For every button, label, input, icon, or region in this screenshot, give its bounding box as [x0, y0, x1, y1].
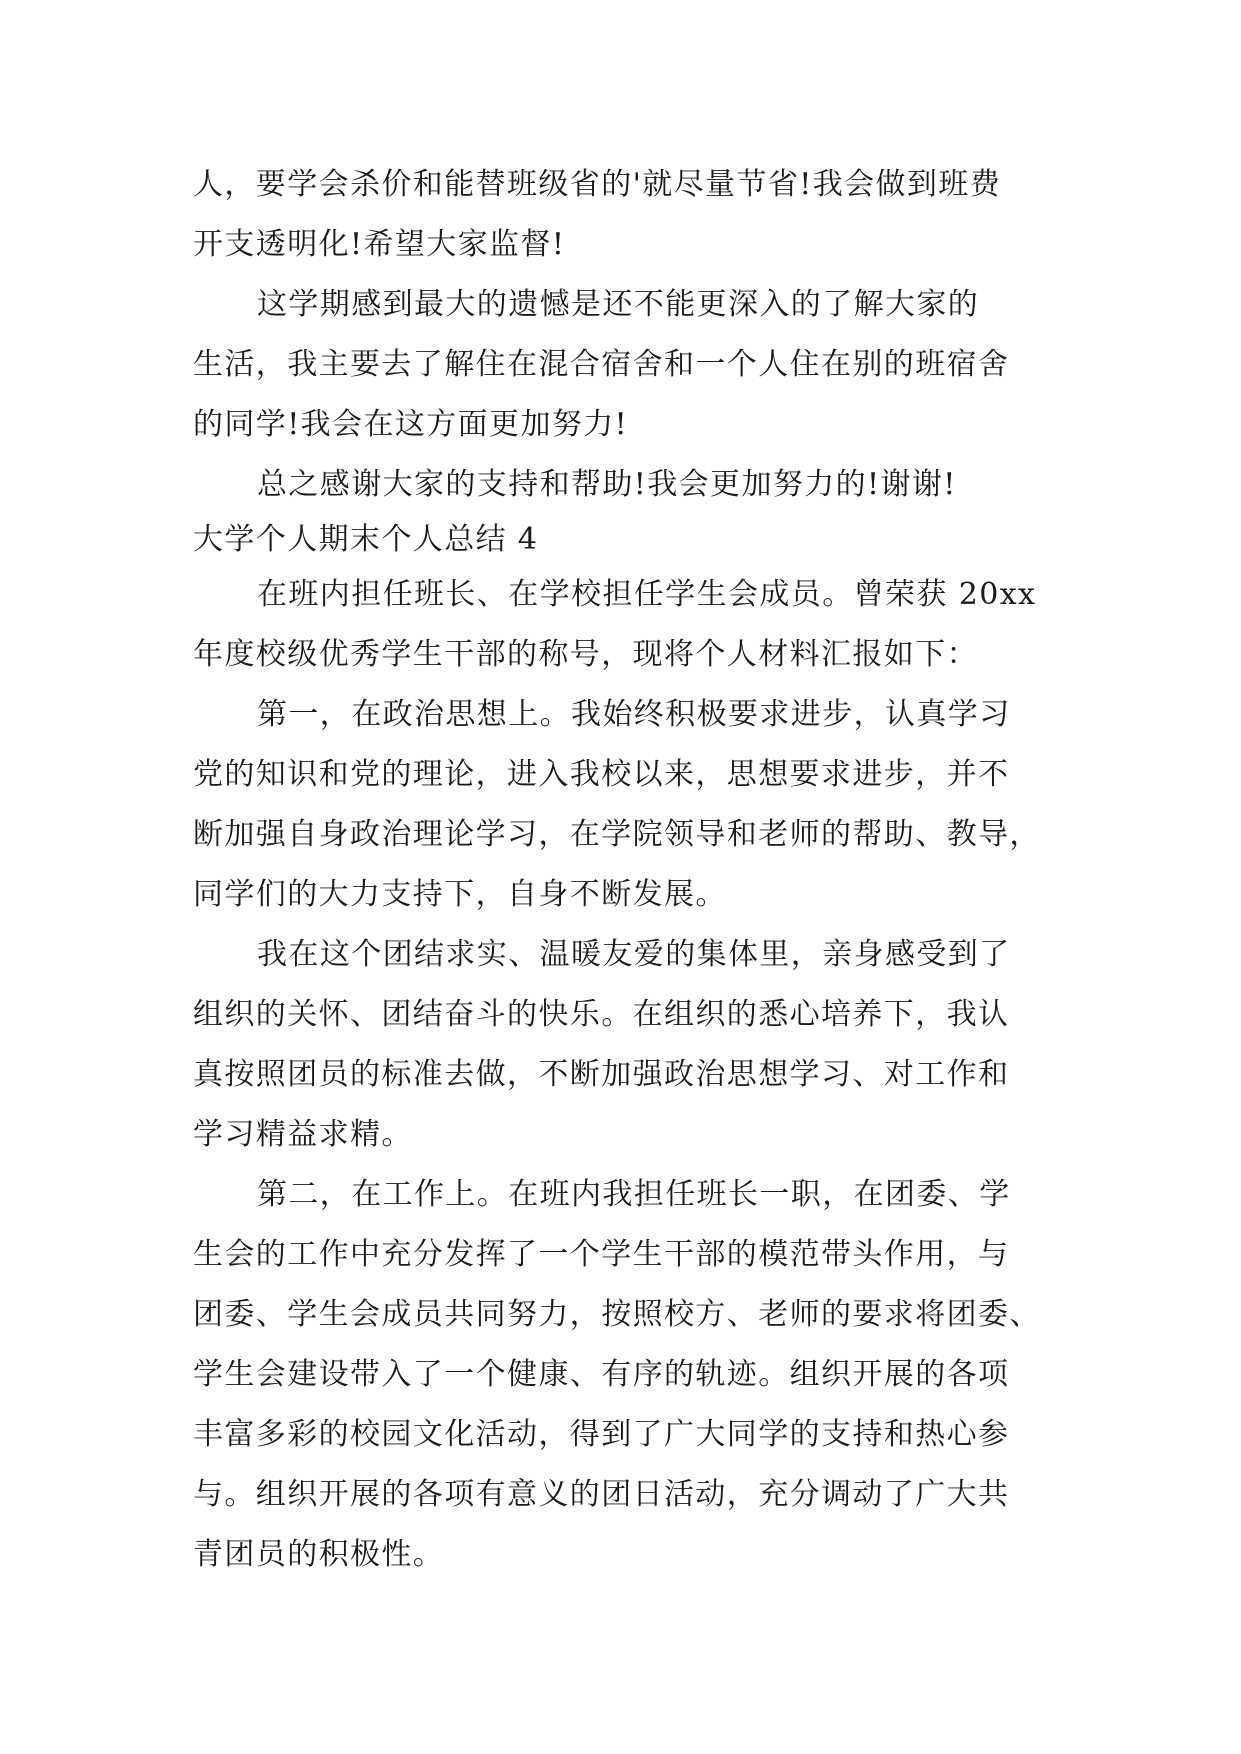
paragraph-line: 学习精益求精。: [193, 1117, 413, 1152]
paragraph-line: 人，要学会杀价和能替班级省的'就尽量节省!我会做到班费: [193, 167, 1002, 202]
paragraph-line: 的同学!我会在这方面更加努力!: [193, 407, 629, 442]
paragraph-line: 这学期感到最大的遗憾是还不能更深入的了解大家的: [257, 287, 980, 322]
paragraph-line: 生活，我主要去了解住在混合宿舍和一个人住在别的班宿舍: [193, 347, 1010, 382]
paragraph-line: 青团员的积极性。: [193, 1537, 445, 1572]
paragraph-line: 第一，在政治思想上。我始终积极要求进步，认真学习: [257, 697, 1011, 732]
paragraph-line: 在班内担任班长、在学校担任学生会成员。曾荣获 20xx: [257, 577, 1037, 612]
paragraph-line: 同学们的大力支持下，自身不断发展。: [193, 877, 727, 912]
section-title: 大学个人期末个人总结 4: [193, 522, 539, 557]
paragraph-line: 生会的工作中充分发挥了一个学生干部的模范带头作用，与: [193, 1237, 1010, 1272]
paragraph-line: 总之感谢大家的支持和帮助!我会更加努力的!谢谢!: [257, 467, 957, 502]
paragraph-line: 与。组织开展的各项有意义的团日活动，充分调动了广大共: [193, 1477, 1010, 1512]
paragraph-line: 学生会建设带入了一个健康、有序的轨迹。组织开展的各项: [193, 1357, 1010, 1392]
paragraph-line: 党的知识和党的理论，进入我校以来，思想要求进步，并不: [193, 757, 1010, 792]
paragraph-line: 第二，在工作上。在班内我担任班长一职，在团委、学: [257, 1177, 1011, 1212]
paragraph-line: 我在这个团结求实、温暖友爱的集体里，亲身感受到了: [257, 937, 1011, 972]
paragraph-line: 丰富多彩的校园文化活动，得到了广大同学的支持和热心参: [193, 1417, 1010, 1452]
document-body: [193, 155, 1055, 1585]
paragraph-line: 断加强自身政治理论学习，在学院领导和老师的帮助、教导，: [193, 817, 1041, 852]
paragraph-line: 真按照团员的标准去做，不断加强政治思想学习、对工作和: [193, 1057, 1010, 1092]
paragraph-line: 年度校级优秀学生干部的称号，现将个人材料汇报如下：: [193, 637, 978, 672]
paragraph-line: 团委、学生会成员共同努力，按照校方、老师的要求将团委、: [193, 1297, 1041, 1332]
paragraph-line: 开支透明化!希望大家监督!: [193, 227, 566, 262]
paragraph-line: 组织的关怀、团结奋斗的快乐。在组织的悉心培养下，我认: [193, 997, 1010, 1032]
